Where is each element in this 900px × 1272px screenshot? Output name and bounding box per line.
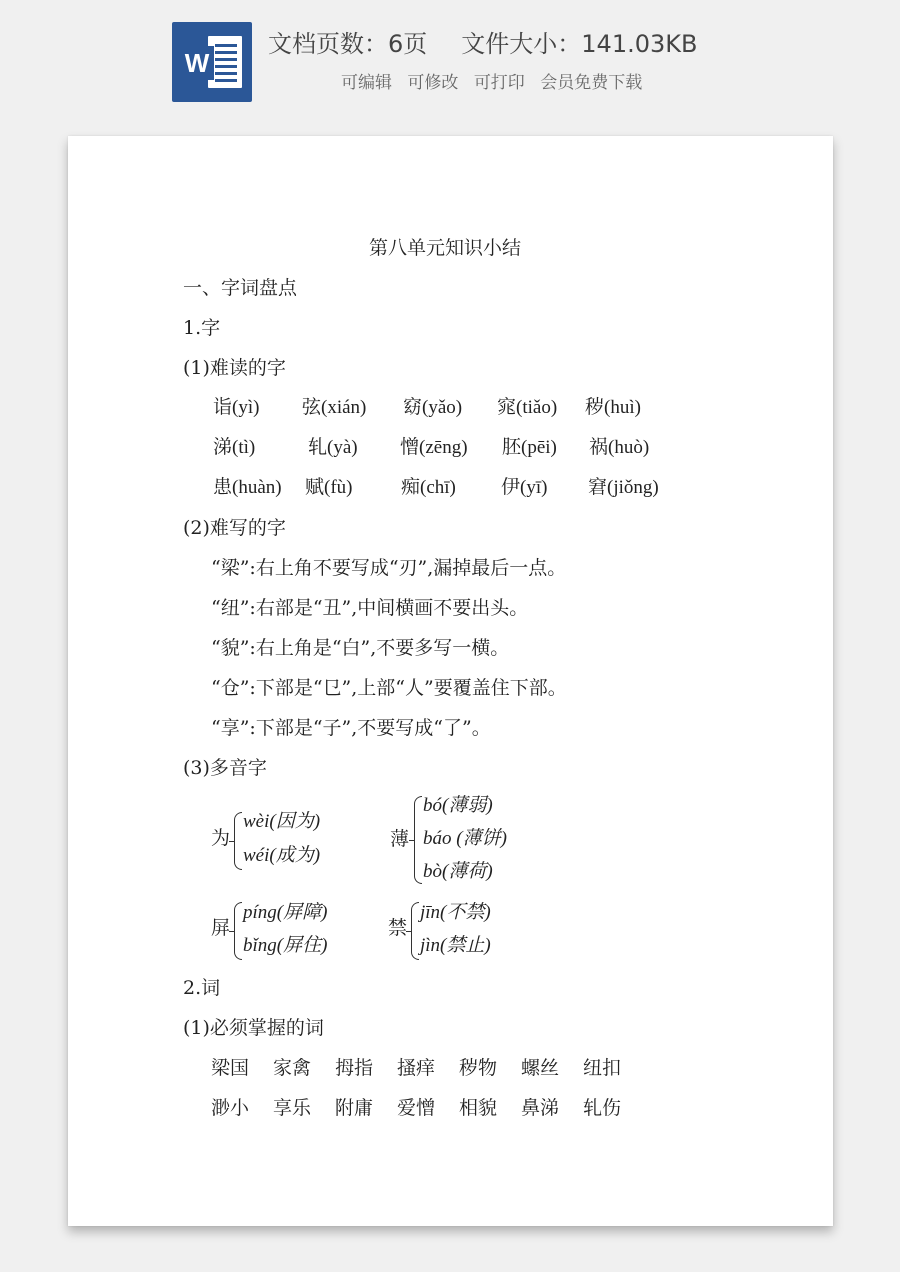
polyphone-char: 薄 bbox=[390, 828, 410, 850]
brace bbox=[234, 902, 242, 960]
polyphone-reading: jīn(不禁) bbox=[420, 902, 491, 923]
writing-note: “貌”:右上角是“白”,不要多写一横。 bbox=[211, 637, 510, 659]
char-item: 轧(yà) bbox=[308, 437, 358, 458]
polyphone-char: 为 bbox=[211, 827, 231, 849]
vocab-item: 鼻涕 bbox=[521, 1097, 560, 1119]
vocab-item: 相貌 bbox=[459, 1097, 498, 1119]
polyphone-reading: bǐng(屏住) bbox=[243, 935, 328, 956]
vocab-item: 享乐 bbox=[273, 1097, 312, 1119]
polyphone-reading: jìn(禁止) bbox=[420, 935, 491, 956]
page-count: 文档页数：6页 bbox=[268, 30, 428, 58]
writing-note: “享”:下部是“子”,不要写成“了”。 bbox=[211, 717, 491, 739]
vocab-item: 渺小 bbox=[211, 1097, 250, 1119]
feature-modifiable: 可修改 bbox=[407, 73, 459, 93]
char-item: 秽(huì) bbox=[585, 397, 641, 418]
brace bbox=[414, 796, 422, 884]
file-info bbox=[268, 24, 697, 59]
polyphone-reading: bò(薄荷) bbox=[423, 861, 493, 882]
feature-member-download: 会员免费下载 bbox=[540, 73, 643, 93]
char-item: 窕(tiǎo) bbox=[497, 397, 558, 418]
writing-note: “梁”:右上角不要写成“刃”,漏掉最后一点。 bbox=[211, 557, 567, 579]
header-bar bbox=[0, 0, 900, 118]
document-page bbox=[68, 136, 833, 1226]
subheading-words: 2.词 bbox=[183, 977, 221, 999]
feature-list bbox=[341, 68, 652, 93]
polyphone-reading: píng(屏障) bbox=[243, 902, 328, 923]
char-item: 窘(jiǒng) bbox=[588, 477, 659, 498]
polyphone-reading: wèi(因为) bbox=[243, 811, 321, 832]
feature-printable: 可打印 bbox=[473, 73, 525, 93]
vocab-item: 爱憎 bbox=[397, 1097, 436, 1119]
file-size: 文件大小：141.03KB bbox=[461, 30, 698, 58]
section-heading: 一、字词盘点 bbox=[183, 277, 298, 299]
char-item: 胚(pēi) bbox=[502, 437, 557, 458]
feature-editable: 可编辑 bbox=[341, 73, 392, 93]
subheading-hard-read: (1)难读的字 bbox=[183, 357, 286, 379]
brace bbox=[234, 812, 242, 870]
char-item: 患(huàn) bbox=[213, 477, 282, 498]
char-item: 伊(yī) bbox=[501, 477, 548, 498]
vocab-item: 拇指 bbox=[335, 1057, 374, 1079]
vocab-item: 纽扣 bbox=[583, 1057, 622, 1079]
polyphone-reading: wéi(成为) bbox=[243, 845, 321, 866]
writing-note: “仓”:下部是“㔾”,上部“人”要覆盖住下部。 bbox=[211, 677, 567, 699]
vocab-item: 附庸 bbox=[335, 1097, 374, 1119]
polyphone-reading: bó(薄弱) bbox=[423, 795, 493, 816]
polyphone-reading: báo (薄饼) bbox=[423, 828, 507, 849]
char-item: 涕(tì) bbox=[213, 437, 256, 458]
subheading-characters: 1.字 bbox=[183, 317, 221, 339]
polyphone-char: 禁 bbox=[388, 917, 408, 939]
brace bbox=[411, 902, 419, 960]
word-document-icon: W bbox=[172, 22, 252, 102]
vocab-item: 家禽 bbox=[273, 1057, 312, 1079]
char-item: 祸(huò) bbox=[589, 437, 650, 458]
writing-note: “纽”:右部是“丑”,中间横画不要出头。 bbox=[211, 597, 529, 619]
char-item: 赋(fù) bbox=[305, 477, 353, 498]
char-item: 痴(chī) bbox=[401, 477, 456, 498]
vocab-item: 梁国 bbox=[211, 1057, 250, 1079]
subheading-polyphone: (3)多音字 bbox=[183, 757, 267, 779]
char-item: 弦(xián) bbox=[302, 397, 367, 418]
subheading-hard-write: (2)难写的字 bbox=[183, 517, 286, 539]
vocab-item: 螺丝 bbox=[521, 1057, 560, 1079]
vocab-item: 搔痒 bbox=[397, 1057, 436, 1079]
polyphone-char: 屏 bbox=[211, 917, 231, 939]
char-item: 憎(zēng) bbox=[400, 437, 468, 458]
vocab-item: 秽物 bbox=[459, 1057, 498, 1079]
char-item: 诣(yì) bbox=[213, 397, 260, 418]
subheading-must-know: (1)必须掌握的词 bbox=[183, 1017, 324, 1039]
char-item: 窈(yǎo) bbox=[403, 397, 463, 418]
vocab-item: 轧伤 bbox=[583, 1097, 622, 1119]
doc-title: 第八单元知识小结 bbox=[369, 237, 522, 259]
